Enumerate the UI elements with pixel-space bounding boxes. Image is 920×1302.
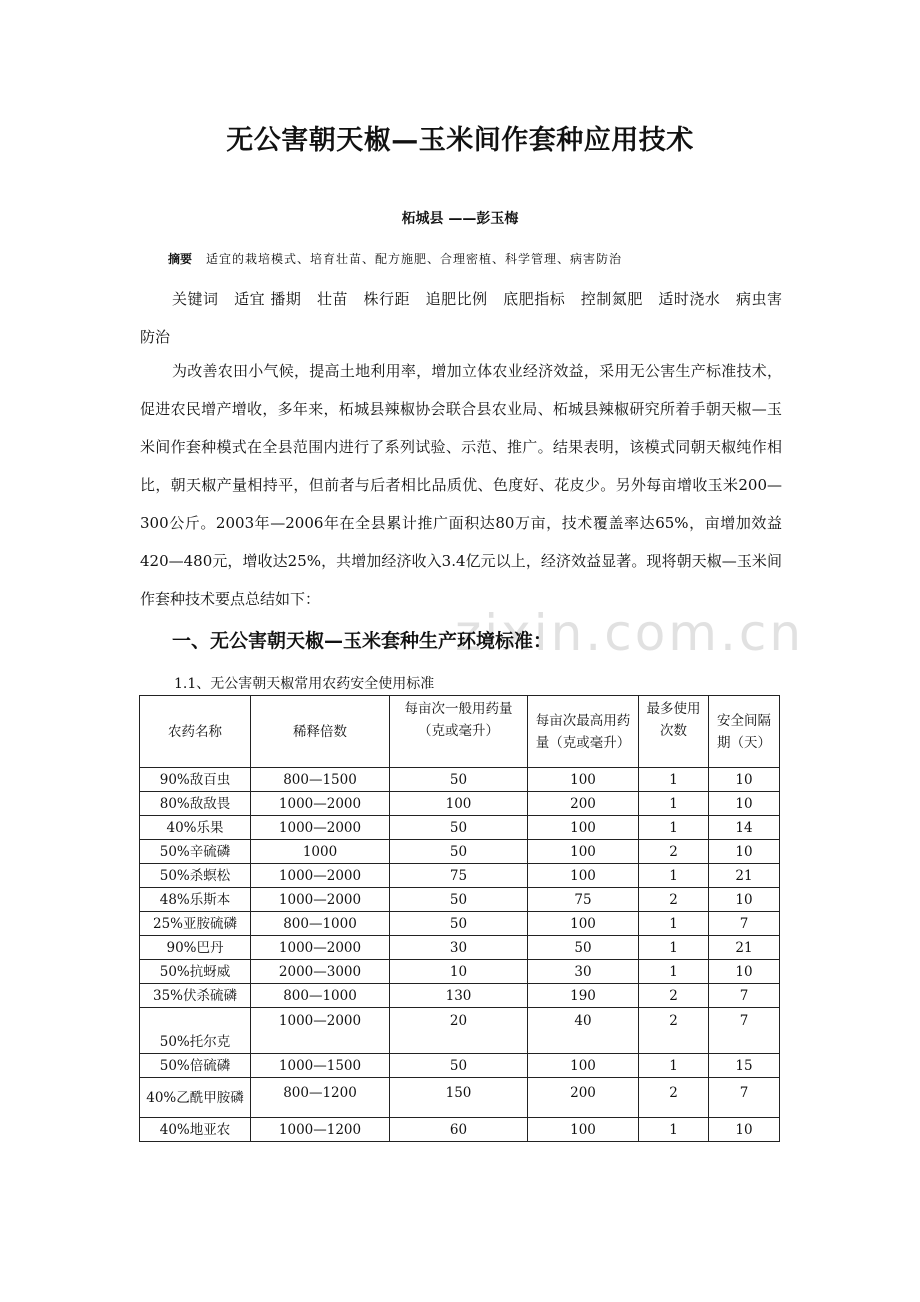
table-cell: 80%敌敌畏 xyxy=(140,792,251,816)
table-cell: 20 xyxy=(390,1008,528,1054)
table-caption: 1.1、无公害朝天椒常用农药安全使用标准 xyxy=(174,676,435,692)
table-cell: 100 xyxy=(528,864,639,888)
table-row xyxy=(140,888,780,912)
table-cell: 75 xyxy=(390,864,528,888)
pesticide-table xyxy=(139,695,780,1142)
table-cell: 1 xyxy=(639,1118,709,1142)
table-cell: 100 xyxy=(528,1054,639,1078)
document-title: 无公害朝天椒—玉米间作套种应用技术 xyxy=(226,125,694,156)
table-cell: 100 xyxy=(528,816,639,840)
table-cell: 1 xyxy=(639,792,709,816)
table-cell: 1 xyxy=(639,936,709,960)
table-cell: 150 xyxy=(390,1078,528,1118)
table-cell: 50%托尔克 xyxy=(140,1008,251,1054)
table-cell: 100 xyxy=(528,912,639,936)
table-row xyxy=(140,1078,780,1118)
table-cell: 50 xyxy=(390,816,528,840)
table-cell: 1000—1200 xyxy=(251,1118,390,1142)
section-heading: 一、无公害朝天椒—玉米套种生产环境标准： xyxy=(172,630,553,652)
table-cell: 40%地亚农 xyxy=(140,1118,251,1142)
author-line: 柘城县 ——彭玉梅 xyxy=(401,211,519,227)
table-row xyxy=(140,816,780,840)
table-row xyxy=(140,960,780,984)
table-cell: 2 xyxy=(639,840,709,864)
table-cell: 100 xyxy=(528,840,639,864)
table-cell: 2 xyxy=(639,1008,709,1054)
table-cell: 7 xyxy=(709,1008,780,1054)
table-cell: 1 xyxy=(639,1054,709,1078)
table-cell: 21 xyxy=(709,864,780,888)
table-cell: 7 xyxy=(709,912,780,936)
table-cell: 100 xyxy=(528,768,639,792)
table-cell: 48%乐斯本 xyxy=(140,888,251,912)
table-cell: 90%巴丹 xyxy=(140,936,251,960)
table-cell: 50 xyxy=(390,888,528,912)
table-cell: 35%伏杀硫磷 xyxy=(140,984,251,1008)
table-cell: 1000—2000 xyxy=(251,888,390,912)
table-row xyxy=(140,1008,780,1054)
table-cell: 10 xyxy=(709,792,780,816)
table-cell: 50%辛硫磷 xyxy=(140,840,251,864)
table-cell: 10 xyxy=(709,1118,780,1142)
table-cell: 100 xyxy=(390,792,528,816)
table-cell: 2 xyxy=(639,888,709,912)
table-row xyxy=(140,768,780,792)
table-cell: 10 xyxy=(709,768,780,792)
table-cell: 7 xyxy=(709,984,780,1008)
table-row xyxy=(140,936,780,960)
watermark: zixin.com.cn xyxy=(455,604,805,662)
header-cell: 稀释倍数 xyxy=(251,696,390,768)
abstract xyxy=(168,250,622,267)
table-body xyxy=(140,768,780,1142)
abstract-label: 摘要 xyxy=(168,252,193,266)
table-row xyxy=(140,840,780,864)
table-cell: 50 xyxy=(390,840,528,864)
table-row xyxy=(140,792,780,816)
table-row xyxy=(140,912,780,936)
table-cell: 1000—2000 xyxy=(251,792,390,816)
table-cell: 1000—2000 xyxy=(251,816,390,840)
table-cell: 40 xyxy=(528,1008,639,1054)
table-cell: 10 xyxy=(709,888,780,912)
table-row xyxy=(140,1118,780,1142)
header-cell: 每亩次最高用药量（克或毫升） xyxy=(528,696,639,768)
table-row xyxy=(140,984,780,1008)
table-cell: 1 xyxy=(639,768,709,792)
table-cell: 190 xyxy=(528,984,639,1008)
table-cell: 7 xyxy=(709,1078,780,1118)
table-cell: 50 xyxy=(390,912,528,936)
table-cell: 130 xyxy=(390,984,528,1008)
table-cell: 1000—2000 xyxy=(251,864,390,888)
table-cell: 1000—1500 xyxy=(251,1054,390,1078)
table-cell: 800—1200 xyxy=(251,1078,390,1118)
table-cell: 800—1000 xyxy=(251,984,390,1008)
table-cell: 2000—3000 xyxy=(251,960,390,984)
table-cell: 50%倍硫磷 xyxy=(140,1054,251,1078)
table-cell: 30 xyxy=(528,960,639,984)
header-cell: 安全间隔期（天） xyxy=(709,696,780,768)
table-cell: 800—1000 xyxy=(251,912,390,936)
abstract-text: 适宜的栽培模式、培育壮苗、配方施肥、合理密植、科学管理、病害防治 xyxy=(206,252,623,266)
table-cell: 75 xyxy=(528,888,639,912)
table-cell: 100 xyxy=(528,1118,639,1142)
table-cell: 50%杀螟松 xyxy=(140,864,251,888)
table-header-row xyxy=(140,696,780,768)
table-cell: 50%抗蚜威 xyxy=(140,960,251,984)
keywords-paragraph: 关键词 适宜 播期 壮苗 株行距 追肥比例 底肥指标 控制氮肥 适时浇水 病虫害 防治 xyxy=(140,290,798,346)
table-cell: 1000—2000 xyxy=(251,936,390,960)
table-cell: 2 xyxy=(639,984,709,1008)
table-cell: 1 xyxy=(639,912,709,936)
table-cell: 10 xyxy=(390,960,528,984)
table-cell: 10 xyxy=(709,960,780,984)
header-cell: 最多使用次数 xyxy=(639,696,709,768)
table-cell: 800—1500 xyxy=(251,768,390,792)
table-cell: 90%敌百虫 xyxy=(140,768,251,792)
table-cell: 14 xyxy=(709,816,780,840)
header-cell: 每亩次一般用药量（克或毫升） xyxy=(390,696,528,768)
table-cell: 30 xyxy=(390,936,528,960)
body-paragraph: 为改善农田小气候，提高土地利用率，增加立体农业经济效益，采用无公害生产标准技术，促进农民增产增收，多年来，柘城县辣椒协会联合县农业局、柘城县辣椒研究所着手朝天椒—玉米间作套种模式在全县范围内进行了系列试验、示范、推广。结果表明，该模式同朝天椒纯作相比，朝天椒产量相持平，但前者与后者相比品质优、色度好、花皮少。另外每亩增收玉米200—300公斤。2003年—2006年在全县累计推广面积达80万亩，技术覆盖率达65%，亩增加效益420—480元，增收达25%，共增加经济收入3.4亿元以上，经济效益显著。现将朝天椒—玉米间作套种技术要点总结如下： xyxy=(140,362,782,608)
table-cell: 60 xyxy=(390,1118,528,1142)
table-cell: 200 xyxy=(528,1078,639,1118)
table-cell: 50 xyxy=(390,1054,528,1078)
table-cell: 1 xyxy=(639,816,709,840)
table-cell: 2 xyxy=(639,1078,709,1118)
table-cell: 1000—2000 xyxy=(251,1008,390,1054)
header-cell: 农药名称 xyxy=(140,696,251,768)
table-cell: 50 xyxy=(390,768,528,792)
table-row xyxy=(140,864,780,888)
table-cell: 1 xyxy=(639,864,709,888)
table-row xyxy=(140,1054,780,1078)
table-cell: 40%乐果 xyxy=(140,816,251,840)
table-cell: 10 xyxy=(709,840,780,864)
table-cell: 1000 xyxy=(251,840,390,864)
table-cell: 15 xyxy=(709,1054,780,1078)
table-cell: 200 xyxy=(528,792,639,816)
table-cell: 40%乙酰甲胺磷 xyxy=(140,1078,251,1118)
table-cell: 25%亚胺硫磷 xyxy=(140,912,251,936)
table-cell: 1 xyxy=(639,960,709,984)
table-cell: 21 xyxy=(709,936,780,960)
table-cell: 50 xyxy=(528,936,639,960)
